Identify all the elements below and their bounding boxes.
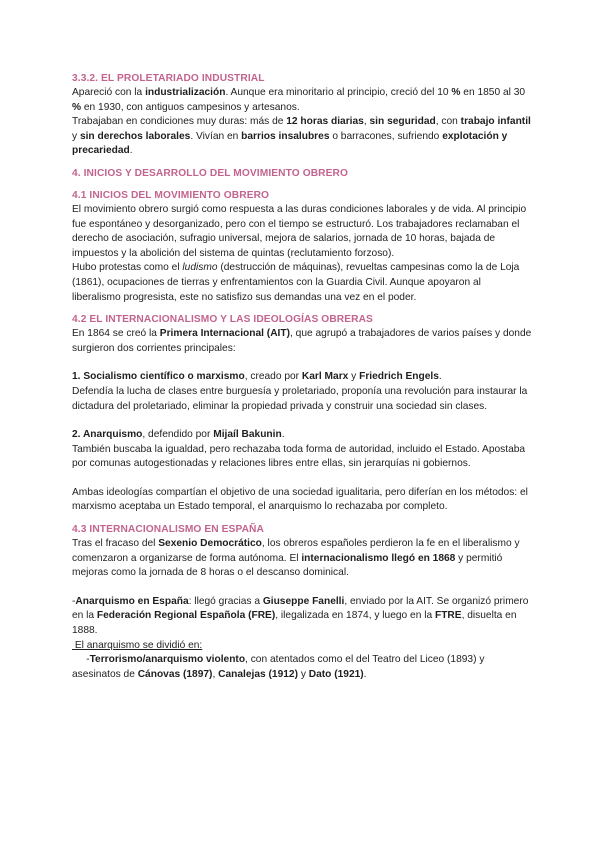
paragraph (72, 115, 532, 159)
text-run: , defendido por (142, 429, 214, 441)
text-run: - (72, 595, 76, 607)
bold-text: Terrorismo/anarquismo violento (89, 654, 246, 666)
text-run: : llegó gracias a (188, 595, 263, 607)
bold-text: Sexenio Democrático (158, 538, 262, 550)
document-page (72, 72, 532, 682)
paragraph (72, 443, 532, 472)
bold-text: internacionalismo llegó en 1868 (301, 552, 456, 564)
text-run: y (348, 371, 360, 383)
section-heading-3-3-2: 3.3.2. EL PROLETARIADO INDUSTRIAL (72, 73, 265, 84)
text-run: . (129, 145, 133, 157)
bold-text: Dato (1921) (308, 668, 364, 680)
paragraph (72, 203, 532, 261)
text-run: También buscaba la igualdad, pero rechazaba toda forma de autoridad, incluido el Estado. Apostaba por comunas autogestionadas y relaciones libres entre ellas, sin jerarquías ni gobiernos. (72, 443, 526, 470)
text-run: Trabajaban en condiciones muy duras: más de (72, 116, 287, 128)
paragraph (72, 653, 532, 682)
text-run: Hubo protestas como el (72, 262, 183, 274)
text-run: , (363, 116, 370, 128)
bold-text: % (72, 101, 82, 113)
text-run: En 1864 se creó la (72, 328, 160, 340)
text-run: , con atentados como el del Teatro del Liceo (1893) y asesinatos de (72, 654, 485, 680)
bold-text: Giuseppe Fanelli (262, 595, 345, 607)
section-heading-4: 4. INICIOS Y DESARROLLO DEL MOVIMIENTO OBRERO (72, 167, 349, 179)
bold-text: sin derechos laborales (79, 130, 191, 142)
text-run: en 1850 al 30 (460, 87, 528, 98)
text-run: Ambas ideologías compartían el objetivo de una sociedad igualitaria, pero diferían en los métodos: el marxismo aceptaba un Estado temporal, el anarquismo lo rechazaba por completo. (72, 486, 528, 513)
paragraph (72, 639, 532, 654)
text-run: . (363, 668, 367, 680)
italic-text: ludismo (182, 262, 218, 274)
text-run: El movimiento obrero surgió como respuesta a las duras condiciones laborales y de vida. Al principio fue espontáneo y desorganizado, pero con el tiempo se estructuró. Los trabajadores reclamaban el derecho de asociación, sufragio universal, mejora de salarios, jornada de 10 horas, bajada de impuestos y la abolición del sistema de quintas (reclutamiento forzoso). (72, 203, 527, 259)
text-run: y (297, 668, 309, 680)
bold-text: Cánovas (1897) (137, 668, 213, 680)
bold-text: 12 horas diarias (286, 116, 364, 128)
text-run: , con (435, 116, 461, 128)
section-heading-4-1: 4.1 INICIOS DEL MOVIMIENTO OBRERO (72, 189, 270, 201)
text-run: Tras el fracaso del (72, 538, 159, 550)
text-run: . (438, 371, 442, 383)
bold-text: Mijaíl Bakunin (213, 429, 282, 441)
text-run: (destrucción de máquinas), revueltas campesinas como la de Loja (1861), ocupaciones de tierras y enfrentamientos con la Guardia Civil. Aunque apoyaron al liberalismo progresista, este no satisfizo sus demandas una vez en el poder. (72, 262, 523, 303)
bold-text: FTRE (434, 610, 462, 622)
text-run: y permitió mejoras como la jornada de 8 horas o el descanso dominical. (72, 552, 506, 579)
paragraph (72, 595, 532, 639)
bold-text: Federación Regional Española (FRE) (96, 610, 276, 622)
underlined-text: El anarquismo se dividió en: (72, 639, 203, 651)
bold-text: Primera Internacional (AIT) (159, 328, 291, 340)
section-heading-4-2: 4.2 EL INTERNACIONALISMO Y LAS IDEOLOGÍAS OBRERAS (72, 314, 373, 326)
text-run: o barracones, sufriendo (329, 130, 443, 142)
text-run: y (72, 116, 534, 142)
text-run: . (281, 429, 285, 441)
section-heading-4-3: 4.3 INTERNACIONALISMO EN ESPAÑA (72, 524, 264, 536)
text-run: , que agrupó a trabajadores de varios países y donde surgieron dos corrientes principales: (72, 328, 532, 354)
bold-text: 2. Anarquismo (72, 429, 143, 441)
text-run: - (72, 654, 90, 666)
text-run: . Aunque era minoritario al principio, creció del 10 (225, 87, 452, 98)
paragraph (72, 537, 532, 581)
paragraph (72, 486, 532, 515)
text-run: . Vivían en (190, 130, 242, 142)
text-run: , disuelta en 1888. (72, 610, 517, 637)
bold-text: industrialización (145, 87, 226, 98)
text-run: , ilegalizada en 1874, y luego en la (275, 610, 435, 622)
bold-text: Friedrich Engels (359, 371, 439, 383)
text-run: Defendía la lucha de clases entre burguesía y proletariado, proponía una revolución para instaurar la dictadura del proletariado, eliminar la propiedad privada y construir una sociedad sin clases. (72, 385, 528, 412)
bold-text: % (451, 87, 461, 98)
bold-text: trabajo infantil (460, 116, 531, 128)
paragraph (72, 327, 532, 356)
bold-text: sin seguridad (369, 116, 436, 128)
bold-text: 1. Socialismo científico o marxismo (72, 371, 245, 383)
bold-text: Canalejas (1912) (218, 668, 298, 680)
text-run: , enviado por la AIT. Se organizó primero en la (72, 595, 529, 622)
paragraph (72, 261, 532, 305)
text-run: Apareció con la (72, 87, 146, 98)
text-run: en 1930, con antiguos campesinos y artesanos. (81, 101, 300, 113)
bold-text: explotación y precariedad (72, 130, 508, 157)
paragraph (72, 86, 532, 115)
bold-text: Karl Marx (301, 371, 349, 383)
text-run: , (212, 668, 219, 680)
paragraph (72, 385, 532, 414)
bold-text: Anarquismo en España (75, 595, 189, 607)
paragraph (72, 370, 532, 385)
bold-text: barrios insalubres (241, 130, 330, 142)
text-run: , creado por (244, 371, 302, 383)
paragraph (72, 428, 532, 443)
text-run: , los obreros españoles perdieron la fe en el liberalismo y comenzaron a organizarse de forma autónoma. El (72, 538, 520, 564)
